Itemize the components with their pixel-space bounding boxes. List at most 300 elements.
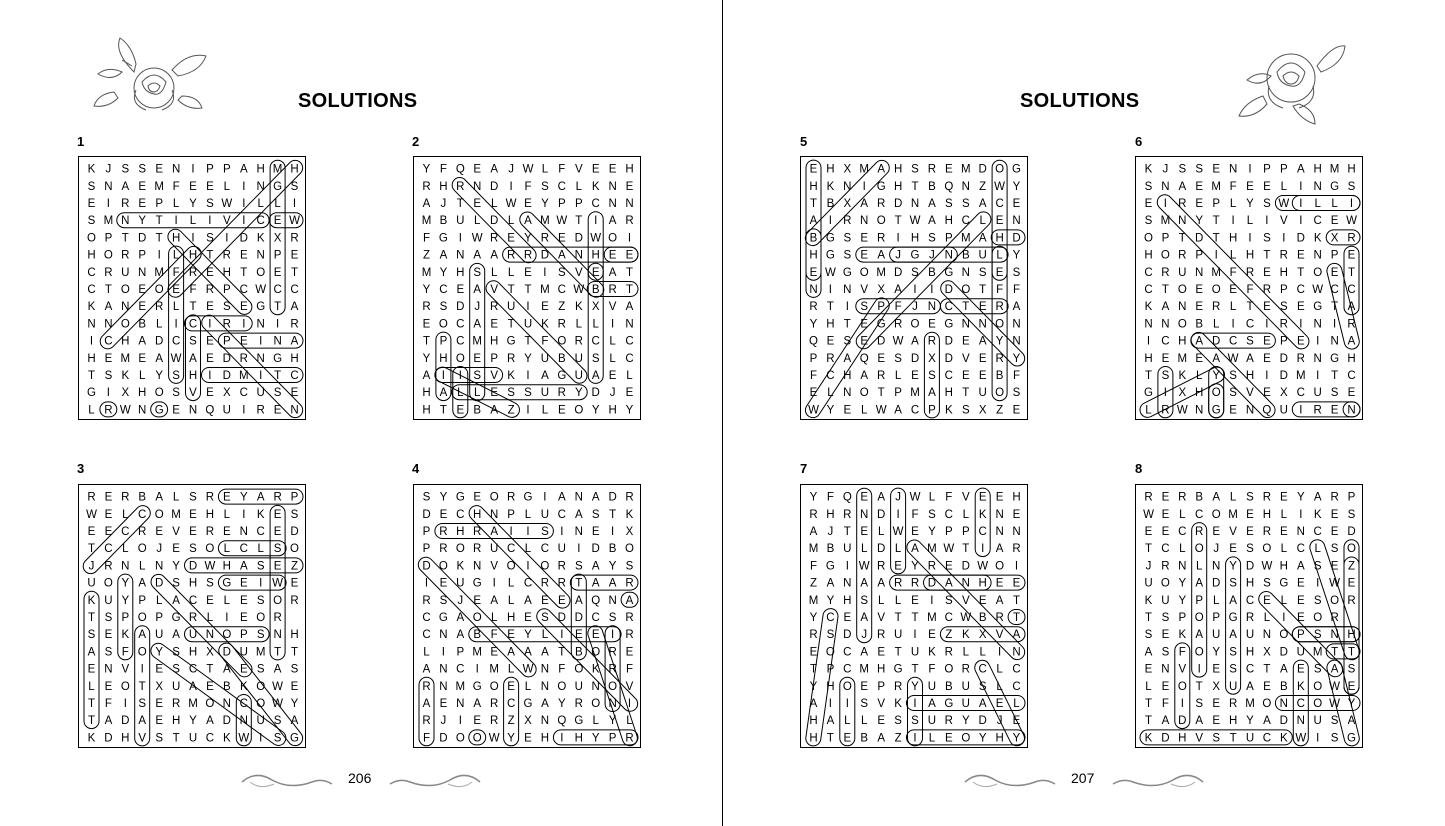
- grid-letter: D: [1296, 232, 1305, 245]
- grid-letter: S: [860, 698, 869, 710]
- grid-letter: P: [894, 387, 902, 400]
- grid-letter: E: [1246, 180, 1254, 193]
- grid-letter: R: [456, 180, 465, 193]
- grid-letter: D: [138, 232, 147, 245]
- grid-letter: O: [574, 663, 584, 676]
- grid-letter: S: [104, 646, 113, 659]
- grid-letter: E: [1144, 526, 1153, 538]
- grid-letter: S: [1012, 387, 1021, 400]
- grid-letter: L: [172, 198, 180, 210]
- grid-letter: I: [526, 404, 530, 417]
- grid-letter: O: [256, 266, 266, 279]
- grid-letter: S: [422, 491, 431, 504]
- grid-letter: A: [439, 387, 448, 400]
- grid-letter: N: [540, 715, 550, 728]
- grid-letter: M: [540, 284, 550, 296]
- grid-letter: H: [978, 577, 987, 590]
- grid-letter: A: [978, 698, 987, 710]
- grid-letter: P: [1330, 249, 1339, 262]
- grid-letter: M: [1329, 163, 1340, 176]
- grid-letter: T: [911, 663, 919, 676]
- grid-letter: T: [609, 508, 617, 521]
- grid-letter: I: [1265, 318, 1269, 331]
- grid-letter: E: [1330, 404, 1339, 417]
- grid-letter: O: [489, 491, 499, 504]
- grid-letter: C: [456, 318, 465, 331]
- grid-letter: V: [995, 629, 1004, 642]
- grid-letter: K: [256, 508, 265, 521]
- grid-letter: C: [188, 318, 198, 331]
- grid-letter: D: [893, 266, 903, 279]
- grid-letter: K: [256, 232, 265, 245]
- grid-letter: Y: [1246, 715, 1254, 728]
- grid-letter: N: [256, 318, 265, 331]
- grid-letter: E: [155, 163, 164, 176]
- grid-letter: F: [422, 232, 431, 245]
- grid-letter: W: [1312, 284, 1324, 296]
- grid-letter: A: [944, 577, 953, 590]
- grid-letter: W: [522, 163, 534, 176]
- grid-letter: X: [222, 387, 231, 400]
- grid-letter: S: [1313, 629, 1322, 642]
- grid-letter: T: [104, 284, 112, 296]
- right-page: [723, 0, 1445, 826]
- grid-letter: I: [89, 335, 94, 348]
- grid-letter: P: [439, 335, 448, 348]
- grid-letter: P: [1279, 163, 1288, 176]
- grid-letter: R: [1347, 318, 1356, 331]
- grid-letter: D: [557, 612, 566, 624]
- puzzle-grid: [413, 484, 641, 748]
- grid-letter: R: [1313, 404, 1322, 417]
- grid-letter: D: [927, 577, 937, 590]
- grid-letter: I: [1197, 663, 1201, 676]
- grid-letter: X: [978, 629, 987, 642]
- grid-letter: E: [206, 335, 214, 348]
- grid-letter: S: [1195, 163, 1204, 176]
- grid-letter: D: [540, 249, 550, 262]
- grid-letter: R: [490, 715, 499, 728]
- grid-letter: S: [206, 232, 214, 245]
- grid-letter: Y: [239, 491, 248, 504]
- grid-letter: U: [1245, 732, 1255, 745]
- grid-letter: E: [1212, 698, 1221, 710]
- grid-letter: T: [1144, 698, 1153, 710]
- grid-letter: O: [103, 249, 113, 262]
- grid-letter: H: [422, 404, 431, 417]
- grid-letter: K: [87, 301, 96, 314]
- grid-letter: B: [928, 266, 936, 279]
- grid-letter: C: [1245, 594, 1255, 607]
- grid-letter: S: [439, 594, 448, 607]
- grid-letter: E: [1161, 526, 1170, 538]
- grid-letter: H: [608, 404, 617, 417]
- grid-letter: L: [996, 663, 1003, 676]
- grid-letter: O: [137, 646, 147, 659]
- grid-letter: T: [87, 715, 96, 728]
- grid-letter: O: [489, 680, 499, 693]
- grid-letter: A: [541, 370, 549, 382]
- grid-letter: S: [1195, 698, 1204, 710]
- grid-letter: X: [843, 198, 852, 210]
- grid-letter: A: [290, 715, 299, 728]
- grid-letter: E: [1246, 508, 1254, 521]
- grid-letter: V: [121, 663, 130, 676]
- grid-letter: Y: [172, 560, 180, 573]
- grid-letter: E: [843, 612, 852, 624]
- grid-letter: N: [1012, 215, 1021, 228]
- grid-letter: E: [995, 215, 1004, 228]
- grid-letter: L: [172, 249, 180, 262]
- grid-letter: E: [507, 629, 515, 642]
- grid-letter: A: [591, 577, 600, 590]
- grid-letter: R: [557, 318, 566, 331]
- grid-letter: F: [1012, 284, 1021, 296]
- grid-letter: R: [574, 335, 583, 348]
- grid-letter: G: [154, 404, 164, 417]
- grid-letter: H: [826, 163, 835, 176]
- letter-grid: [1136, 485, 1364, 749]
- grid-letter: E: [104, 680, 113, 693]
- grid-letter: T: [172, 732, 180, 745]
- grid-letter: L: [592, 318, 599, 331]
- grid-letter: R: [877, 232, 886, 245]
- grid-letter: T: [1012, 594, 1021, 607]
- grid-letter: E: [1263, 335, 1271, 348]
- grid-letter: E: [995, 491, 1004, 504]
- grid-letter: M: [1211, 180, 1221, 193]
- grid-letter: A: [1279, 663, 1288, 676]
- grid-letter: O: [455, 543, 465, 556]
- grid-letter: H: [1347, 629, 1356, 642]
- grid-letter: C: [540, 543, 550, 556]
- right-flourish-icon: [388, 770, 482, 792]
- grid-letter: X: [1212, 680, 1221, 693]
- grid-letter: T: [422, 335, 431, 348]
- grid-letter: C: [1347, 370, 1356, 382]
- grid-letter: S: [155, 732, 164, 745]
- grid-letter: W: [488, 732, 500, 745]
- grid-letter: H: [809, 180, 818, 193]
- grid-letter: T: [962, 387, 970, 400]
- grid-letter: Y: [574, 387, 583, 400]
- grid-letter: E: [1012, 508, 1021, 521]
- grid-letter: Z: [558, 301, 566, 314]
- grid-letter: M: [927, 543, 937, 556]
- grid-letter: G: [944, 318, 954, 331]
- grid-letter: F: [1229, 266, 1237, 279]
- grid-letter: N: [104, 318, 113, 331]
- grid-letter: E: [1347, 577, 1356, 590]
- grid-letter: L: [507, 594, 515, 607]
- grid-letter: K: [1178, 370, 1187, 382]
- grid-letter: T: [87, 370, 96, 382]
- grid-letter: H: [910, 232, 920, 245]
- grid-letter: E: [172, 284, 180, 296]
- grid-letter: S: [172, 370, 180, 382]
- grid-letter: C: [456, 335, 465, 348]
- grid-letter: E: [155, 526, 164, 538]
- grid-letter: A: [928, 215, 936, 228]
- grid-letter: E: [1296, 249, 1305, 262]
- grid-letter: U: [893, 629, 903, 642]
- grid-letter: D: [877, 508, 886, 521]
- grid-letter: L: [1229, 198, 1237, 210]
- grid-letter: E: [860, 491, 869, 504]
- grid-letter: E: [172, 404, 180, 417]
- grid-letter: K: [541, 318, 549, 331]
- grid-letter: O: [1194, 646, 1204, 659]
- grid-letter: Q: [1262, 404, 1272, 417]
- grid-letter: L: [1246, 215, 1254, 228]
- grid-letter: M: [120, 352, 131, 365]
- grid-letter: S: [189, 543, 197, 556]
- grid-letter: K: [928, 646, 936, 659]
- grid-letter: F: [809, 560, 818, 573]
- grid-letter: H: [188, 249, 198, 262]
- grid-letter: A: [860, 612, 869, 624]
- grid-letter: S: [290, 508, 299, 521]
- grid-letter: O: [944, 663, 954, 676]
- grid-letter: I: [526, 301, 530, 314]
- grid-letter: N: [860, 215, 869, 228]
- grid-letter: B: [860, 732, 869, 745]
- letter-grid: [79, 157, 307, 421]
- grid-letter: E: [877, 646, 886, 659]
- grid-letter: G: [523, 698, 533, 710]
- grid-letter: A: [439, 249, 448, 262]
- grid-letter: E: [1279, 526, 1288, 538]
- grid-letter: B: [1279, 680, 1288, 693]
- grid-letter: G: [1228, 612, 1238, 624]
- grid-letter: T: [1246, 301, 1254, 314]
- grid-letter: E: [290, 249, 299, 262]
- grid-letter: O: [137, 543, 147, 556]
- grid-letter: F: [172, 266, 180, 279]
- grid-letter: K: [1144, 732, 1153, 745]
- grid-letter: H: [1245, 370, 1255, 382]
- grid-letter: A: [1161, 715, 1170, 728]
- grid-letter: S: [1313, 594, 1322, 607]
- grid-letter: M: [1312, 646, 1323, 659]
- grid-letter: H: [205, 508, 215, 521]
- grid-letter: E: [1212, 163, 1221, 176]
- grid-letter: E: [273, 508, 282, 521]
- grid-letter: T: [1178, 232, 1186, 245]
- grid-letter: H: [121, 732, 130, 745]
- grid-letter: W: [522, 663, 534, 676]
- grid-letter: E: [473, 715, 482, 728]
- grid-letter: P: [456, 646, 465, 659]
- grid-letter: L: [490, 266, 498, 279]
- grid-letter: I: [242, 180, 246, 193]
- grid-letter: P: [928, 404, 936, 417]
- grid-letter: P: [1195, 594, 1204, 607]
- grid-letter: O: [961, 284, 971, 296]
- grid-letter: S: [1178, 163, 1187, 176]
- grid-letter: A: [625, 594, 634, 607]
- grid-letter: K: [121, 370, 130, 382]
- grid-letter: W: [892, 526, 904, 538]
- grid-letter: N: [625, 198, 634, 210]
- grid-letter: J: [895, 249, 901, 262]
- grid-letter: A: [877, 732, 886, 745]
- grid-letter: A: [894, 404, 902, 417]
- grid-letter: O: [438, 318, 448, 331]
- grid-letter: L: [122, 543, 129, 556]
- grid-letter: A: [911, 543, 919, 556]
- grid-letter: R: [625, 215, 634, 228]
- grid-letter: S: [1229, 387, 1237, 400]
- grid-letter: T: [1144, 612, 1153, 624]
- grid-letter: V: [1195, 732, 1204, 745]
- grid-letter: I: [174, 215, 178, 228]
- grid-letter: T: [1144, 715, 1153, 728]
- grid-letter: B: [574, 646, 583, 659]
- grid-letter: A: [172, 629, 180, 642]
- grid-letter: S: [894, 352, 902, 365]
- grid-letter: I: [1299, 508, 1303, 521]
- grid-letter: D: [978, 715, 987, 728]
- grid-letter: S: [1263, 577, 1271, 590]
- grid-letter: N: [473, 180, 482, 193]
- grid-letter: E: [894, 560, 902, 573]
- grid-letter: U: [1296, 646, 1305, 659]
- grid-letter: I: [627, 698, 632, 710]
- grid-letter: S: [273, 387, 282, 400]
- grid-letter: I: [913, 698, 917, 710]
- grid-letter: F: [439, 163, 447, 176]
- grid-letter: T: [809, 198, 818, 210]
- grid-letter: A: [1229, 594, 1237, 607]
- grid-letter: L: [155, 318, 163, 331]
- grid-letter: T: [575, 215, 583, 228]
- grid-letter: C: [1144, 266, 1153, 279]
- grid-letter: M: [961, 232, 971, 245]
- grid-letter: A: [608, 577, 617, 590]
- grid-letter: D: [188, 560, 198, 573]
- grid-letter: Y: [1012, 180, 1021, 193]
- grid-letter: K: [1144, 163, 1153, 176]
- grid-letter: H: [843, 370, 852, 382]
- grid-letter: I: [1180, 698, 1184, 710]
- grid-letter: T: [189, 301, 197, 314]
- grid-letter: K: [507, 370, 515, 382]
- grid-letter: R: [1161, 560, 1170, 573]
- grid-letter: R: [506, 352, 516, 365]
- grid-letter: M: [808, 594, 819, 607]
- grid-letter: S: [473, 266, 482, 279]
- grid-letter: T: [1297, 266, 1305, 279]
- grid-letter: I: [475, 663, 479, 676]
- grid-letter: E: [138, 284, 147, 296]
- grid-letter: E: [809, 646, 818, 659]
- grid-letter: G: [1330, 352, 1340, 365]
- grid-letter: J: [1145, 560, 1152, 573]
- grid-letter: E: [625, 646, 634, 659]
- grid-letter: R: [490, 301, 499, 314]
- grid-letter: M: [961, 163, 971, 176]
- grid-letter: I: [259, 732, 263, 745]
- grid-letter: R: [1262, 284, 1272, 296]
- grid-letter: S: [172, 577, 180, 590]
- grid-letter: O: [995, 163, 1005, 176]
- grid-letter: T: [962, 301, 970, 314]
- grid-letter: A: [456, 629, 465, 642]
- grid-letter: B: [1195, 491, 1204, 504]
- grid-letter: Y: [422, 284, 431, 296]
- grid-letter: P: [222, 163, 231, 176]
- grid-letter: V: [1178, 663, 1187, 676]
- grid-letter: H: [473, 508, 482, 521]
- page-number: 207: [1071, 770, 1095, 786]
- rose-illustration-icon: [92, 30, 216, 122]
- grid-letter: S: [894, 715, 902, 728]
- grid-letter: E: [625, 249, 634, 262]
- grid-letter: E: [1012, 404, 1021, 417]
- grid-letter: C: [290, 370, 299, 382]
- grid-letter: R: [290, 232, 299, 245]
- grid-letter: I: [191, 163, 195, 176]
- grid-letter: E: [625, 180, 634, 193]
- grid-letter: Y: [978, 732, 987, 745]
- grid-letter: N: [1296, 526, 1305, 538]
- grid-letter: M: [472, 646, 482, 659]
- grid-letter: O: [87, 232, 96, 245]
- grid-letter: U: [1161, 594, 1170, 607]
- grid-letter: C: [591, 335, 600, 348]
- grid-letter: R: [1144, 491, 1153, 504]
- grid-letter: M: [154, 266, 164, 279]
- grid-letter: W: [943, 543, 955, 556]
- grid-letter: T: [507, 318, 515, 331]
- grid-letter: A: [557, 249, 566, 262]
- grid-letter: N: [290, 404, 299, 417]
- grid-letter: R: [506, 249, 516, 262]
- grid-letter: E: [608, 163, 617, 176]
- grid-letter: L: [274, 198, 281, 210]
- grid-letter: S: [172, 646, 180, 659]
- grid-letter: O: [574, 404, 584, 417]
- grid-letter: D: [1195, 232, 1204, 245]
- grid-letter: R: [422, 715, 431, 728]
- grid-letter: R: [104, 404, 113, 417]
- grid-letter: T: [1331, 646, 1339, 659]
- grid-letter: C: [944, 301, 953, 314]
- grid-letter: S: [121, 163, 130, 176]
- grid-letter: O: [222, 629, 232, 642]
- grid-letter: R: [1279, 249, 1288, 262]
- grid-letter: D: [843, 629, 852, 642]
- grid-letter: G: [1330, 180, 1340, 193]
- grid-letter: U: [978, 387, 987, 400]
- grid-letter: U: [490, 543, 499, 556]
- grid-letter: D: [1245, 560, 1255, 573]
- grid-letter: S: [1330, 387, 1339, 400]
- grid-letter: V: [222, 215, 231, 228]
- grid-letter: E: [507, 680, 515, 693]
- grid-letter: Y: [1012, 732, 1021, 745]
- grid-letter: A: [1212, 352, 1221, 365]
- grid-letter: O: [825, 646, 835, 659]
- grid-letter: S: [574, 560, 583, 573]
- grid-letter: T: [456, 198, 464, 210]
- grid-letter: O: [137, 612, 147, 624]
- grid-letter: A: [608, 215, 617, 228]
- grid-letter: I: [1332, 318, 1337, 331]
- grid-letter: O: [290, 543, 299, 556]
- grid-letter: Y: [524, 232, 532, 245]
